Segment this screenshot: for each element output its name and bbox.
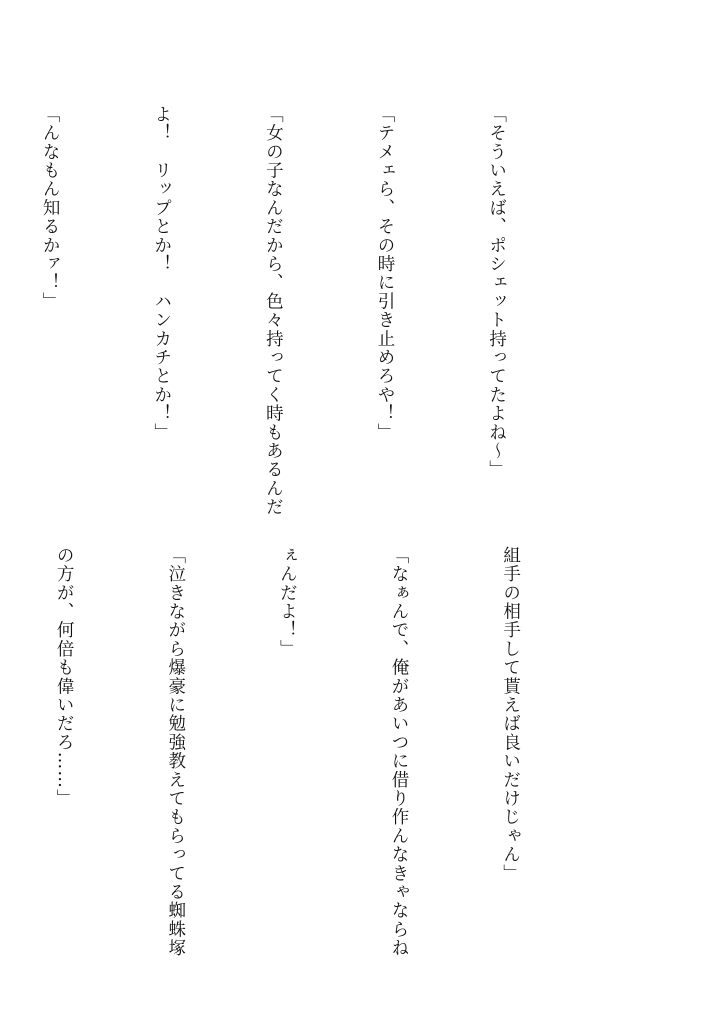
- text-line: 組手の相手して貰えば良いだけじゃん」: [500, 546, 521, 883]
- lower-text-block: [54, 546, 603, 958]
- text-line: 「んなもん知るかァ！」: [40, 105, 61, 311]
- text-line: よ！ リップとか！ ハンカチとか！」: [151, 105, 172, 442]
- text-line: の方が、何倍も偉いだろ……」: [54, 546, 75, 808]
- text-line: 「そういえば、ポシェット持ってたよね〜」: [486, 105, 507, 479]
- text-line: ぇんだよ！」: [277, 546, 298, 659]
- upper-text-block: [40, 105, 589, 517]
- text-line: 「泣きながら爆豪に勉強教えてもらってる蜘蛛塚: [165, 546, 186, 958]
- text-line: 「女の子なんだから、色々持ってく時もあるんだ: [263, 105, 284, 517]
- text-line: 「テメェら、その時に引き止めろや！」: [374, 105, 395, 442]
- text-line: 「なぁんで、俺があいつに借り作んなきゃならね: [388, 546, 409, 958]
